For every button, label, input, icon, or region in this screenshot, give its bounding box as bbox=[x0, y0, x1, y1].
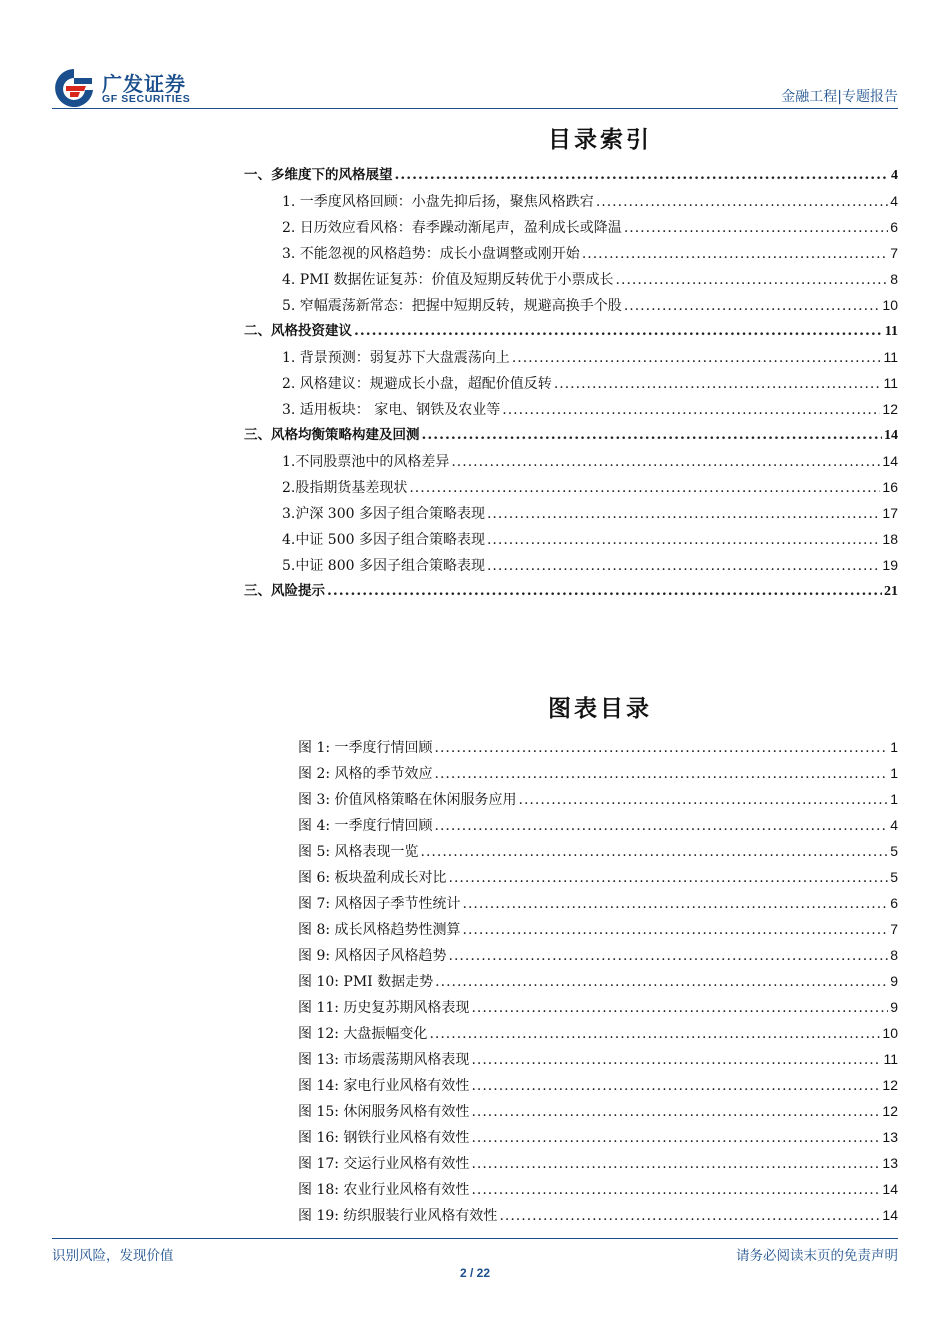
header-divider bbox=[52, 108, 898, 109]
dot-leader bbox=[429, 1023, 880, 1045]
entry-label: 图 5: 风格表现一览 bbox=[298, 844, 419, 860]
dot-leader bbox=[471, 1049, 881, 1071]
entry-page-number: 8 bbox=[890, 271, 898, 287]
entry-label: 图 15: 休闲服务风格有效性 bbox=[298, 1104, 470, 1120]
entry-label: 1.不同股票池中的风格差异 bbox=[282, 454, 450, 470]
dot-leader bbox=[471, 1153, 880, 1175]
entry-page-number: 1 bbox=[890, 791, 898, 807]
dot-leader bbox=[624, 295, 881, 317]
entry-page-number: 14 bbox=[882, 453, 898, 469]
figure-entry[interactable] bbox=[298, 1152, 898, 1174]
dot-leader bbox=[624, 217, 888, 239]
entry-page-number: 13 bbox=[882, 1155, 898, 1171]
figure-list-title: 图表目录 bbox=[548, 696, 652, 722]
entry-page-number: 9 bbox=[890, 973, 898, 989]
entry-page-number: 4 bbox=[890, 817, 898, 833]
dot-leader bbox=[616, 269, 889, 291]
toc-entry[interactable] bbox=[282, 476, 898, 498]
entry-label: 2.股指期货基差现状 bbox=[282, 480, 408, 496]
figure-entry[interactable] bbox=[298, 892, 898, 914]
entry-label: 图 12: 大盘振幅变化 bbox=[298, 1026, 428, 1042]
figure-entry[interactable] bbox=[298, 788, 898, 810]
entry-page-number: 1 bbox=[890, 765, 898, 781]
dot-leader bbox=[463, 893, 889, 915]
dot-leader bbox=[499, 1205, 880, 1227]
dot-leader bbox=[422, 424, 883, 446]
dot-leader bbox=[471, 1075, 880, 1097]
entry-label: 3. 不能忽视的风格趋势：成长小盘调整或刚开始 bbox=[282, 246, 580, 262]
entry-label: 二、风格投资建议 bbox=[244, 323, 352, 339]
dot-leader bbox=[487, 503, 880, 525]
entry-label: 5.中证 800 多因子组合策略表现 bbox=[282, 558, 485, 574]
dot-leader bbox=[463, 919, 889, 941]
entry-label: 图 16: 钢铁行业风格有效性 bbox=[298, 1130, 470, 1146]
figure-entry[interactable] bbox=[298, 1178, 898, 1200]
entry-page-number: 14 bbox=[882, 1207, 898, 1223]
figure-entry[interactable] bbox=[298, 918, 898, 940]
figure-entry[interactable] bbox=[298, 1074, 898, 1096]
toc-entry[interactable] bbox=[282, 398, 898, 420]
entry-page-number: 9 bbox=[890, 999, 898, 1015]
entry-page-number: 5 bbox=[890, 843, 898, 859]
figure-entry[interactable] bbox=[298, 762, 898, 784]
entry-page-number: 11 bbox=[883, 1051, 898, 1067]
dot-leader bbox=[449, 867, 889, 889]
dot-leader bbox=[512, 347, 882, 369]
entry-label: 图 14: 家电行业风格有效性 bbox=[298, 1078, 470, 1094]
entry-page-number: 11 bbox=[883, 349, 898, 365]
company-logo bbox=[52, 66, 202, 108]
entry-label: 图 6: 板块盈利成长对比 bbox=[298, 870, 447, 886]
figure-entry[interactable] bbox=[298, 736, 898, 758]
toc-entry[interactable] bbox=[282, 294, 898, 316]
entry-page-number: 5 bbox=[890, 869, 898, 885]
entry-page-number: 16 bbox=[882, 479, 898, 495]
dot-leader bbox=[421, 841, 889, 863]
entry-label: 图 3: 价值风格策略在休闲服务应用 bbox=[298, 792, 517, 808]
footer-slogan: 识别风险，发现价值 bbox=[52, 1248, 174, 1264]
entry-page-number: 7 bbox=[890, 245, 898, 261]
toc-entry[interactable] bbox=[244, 320, 898, 342]
entry-page-number: 1 bbox=[890, 739, 898, 755]
entry-label: 3. 适用板块： 家电、钢铁及农业等 bbox=[282, 402, 501, 418]
figure-entry[interactable] bbox=[298, 944, 898, 966]
entry-page-number: 6 bbox=[890, 895, 898, 911]
entry-label: 图 18: 农业行业风格有效性 bbox=[298, 1182, 470, 1198]
entry-page-number: 4 bbox=[891, 168, 898, 183]
logo-chinese-text: 广发证券 bbox=[102, 72, 186, 96]
entry-page-number: 6 bbox=[890, 219, 898, 235]
dot-leader bbox=[449, 945, 889, 967]
entry-label: 2. 日历效应看风格：春季躁动渐尾声，盈利成长或降温 bbox=[282, 220, 622, 236]
figure-entry[interactable] bbox=[298, 866, 898, 888]
toc-entry[interactable] bbox=[282, 346, 898, 368]
entry-label: 图 4: 一季度行情回顾 bbox=[298, 818, 433, 834]
toc-entry[interactable] bbox=[282, 216, 898, 238]
entry-label: 1. 一季度风格回顾：小盘先抑后扬，聚焦风格跌宕 bbox=[282, 194, 594, 210]
entry-page-number: 12 bbox=[882, 1077, 898, 1093]
dot-leader bbox=[395, 164, 890, 186]
dot-leader bbox=[471, 1127, 880, 1149]
entry-label: 图 13: 市场震荡期风格表现 bbox=[298, 1052, 470, 1068]
dot-leader bbox=[596, 191, 888, 213]
dot-leader bbox=[435, 763, 889, 785]
entry-page-number: 14 bbox=[882, 1181, 898, 1197]
entry-label: 2. 风格建议：规避成长小盘，超配价值反转 bbox=[282, 376, 552, 392]
report-category: 金融工程|专题报告 bbox=[781, 89, 898, 105]
toc-entry[interactable] bbox=[282, 268, 898, 290]
entry-label: 图 19: 纺织服装行业风格有效性 bbox=[298, 1208, 498, 1224]
dot-leader bbox=[487, 555, 880, 577]
dot-leader bbox=[519, 789, 889, 811]
dot-leader bbox=[471, 1101, 880, 1123]
entry-label: 4.中证 500 多因子组合策略表现 bbox=[282, 532, 485, 548]
entry-page-number: 12 bbox=[882, 1103, 898, 1119]
figure-entry[interactable] bbox=[298, 1100, 898, 1122]
entry-label: 图 1: 一季度行情回顾 bbox=[298, 740, 433, 756]
page-number: 2 / 22 bbox=[459, 1266, 491, 1280]
figure-entry[interactable] bbox=[298, 996, 898, 1018]
dot-leader bbox=[451, 451, 880, 473]
toc-entry[interactable] bbox=[282, 242, 898, 264]
entry-page-number: 4 bbox=[890, 193, 898, 209]
dot-leader bbox=[471, 1179, 880, 1201]
entry-label: 图 10: PMI 数据走势 bbox=[298, 974, 434, 990]
entry-page-number: 13 bbox=[882, 1129, 898, 1145]
entry-page-number: 18 bbox=[882, 531, 898, 547]
entry-page-number: 10 bbox=[882, 1025, 898, 1041]
entry-page-number: 11 bbox=[884, 324, 898, 339]
toc-entry[interactable] bbox=[282, 502, 898, 524]
dot-leader bbox=[582, 243, 888, 265]
entry-label: 图 8: 成长风格趋势性测算 bbox=[298, 922, 461, 938]
dot-leader bbox=[435, 815, 889, 837]
dot-leader bbox=[487, 529, 880, 551]
entry-label: 三、风格均衡策略构建及回测 bbox=[244, 427, 420, 443]
dot-leader bbox=[354, 320, 883, 342]
entry-label: 5. 窄幅震荡新常态：把握中短期反转，规避高换手个股 bbox=[282, 298, 622, 314]
toc-entry[interactable] bbox=[244, 424, 898, 446]
entry-label: 图 2: 风格的季节效应 bbox=[298, 766, 433, 782]
toc-entry[interactable] bbox=[244, 164, 898, 186]
dot-leader bbox=[502, 399, 880, 421]
entry-page-number: 21 bbox=[884, 584, 898, 599]
entry-label: 三、风险提示 bbox=[244, 583, 325, 599]
entry-label: 图 11: 历史复苏期风格表现 bbox=[298, 1000, 470, 1016]
entry-page-number: 8 bbox=[890, 947, 898, 963]
entry-page-number: 7 bbox=[890, 921, 898, 937]
toc-entry[interactable] bbox=[244, 580, 898, 602]
toc-title: 目录索引 bbox=[548, 127, 652, 153]
dot-leader bbox=[435, 971, 888, 993]
figure-entry[interactable] bbox=[298, 840, 898, 862]
toc-entry[interactable] bbox=[282, 450, 898, 472]
dot-leader bbox=[435, 737, 889, 759]
dot-leader bbox=[327, 580, 882, 602]
entry-label: 1. 背景预测：弱复苏下大盘震荡向上 bbox=[282, 350, 510, 366]
entry-page-number: 17 bbox=[882, 505, 898, 521]
dot-leader bbox=[554, 373, 882, 395]
dot-leader bbox=[409, 477, 880, 499]
gf-logo-icon bbox=[52, 66, 96, 108]
figure-entry[interactable] bbox=[298, 1204, 898, 1226]
toc-entry[interactable] bbox=[282, 190, 898, 212]
footer-divider bbox=[52, 1238, 898, 1239]
toc-entry[interactable] bbox=[282, 372, 898, 394]
entry-page-number: 14 bbox=[884, 428, 898, 443]
footer-disclaimer: 请务必阅读末页的免责声明 bbox=[736, 1248, 898, 1264]
figure-entry[interactable] bbox=[298, 1048, 898, 1070]
toc-entry[interactable] bbox=[282, 528, 898, 550]
entry-label: 4. PMI 数据佐证复苏：价值及短期反转优于小票成长 bbox=[282, 272, 614, 288]
entry-label: 图 17: 交运行业风格有效性 bbox=[298, 1156, 470, 1172]
logo-english-text: GF SECURITIES bbox=[102, 93, 191, 105]
figure-entry[interactable] bbox=[298, 814, 898, 836]
entry-label: 图 9: 风格因子风格趋势 bbox=[298, 948, 447, 964]
figure-entry[interactable] bbox=[298, 1126, 898, 1148]
dot-leader bbox=[471, 997, 888, 1019]
entry-label: 一、多维度下的风格展望 bbox=[244, 167, 393, 183]
figure-entry[interactable] bbox=[298, 1022, 898, 1044]
entry-page-number: 10 bbox=[882, 297, 898, 313]
entry-page-number: 12 bbox=[882, 401, 898, 417]
entry-page-number: 11 bbox=[883, 375, 898, 391]
toc-entry[interactable] bbox=[282, 554, 898, 576]
entry-label: 图 7: 风格因子季节性统计 bbox=[298, 896, 461, 912]
entry-page-number: 19 bbox=[882, 557, 898, 573]
figure-entry[interactable] bbox=[298, 970, 898, 992]
entry-label: 3.沪深 300 多因子组合策略表现 bbox=[282, 506, 485, 522]
